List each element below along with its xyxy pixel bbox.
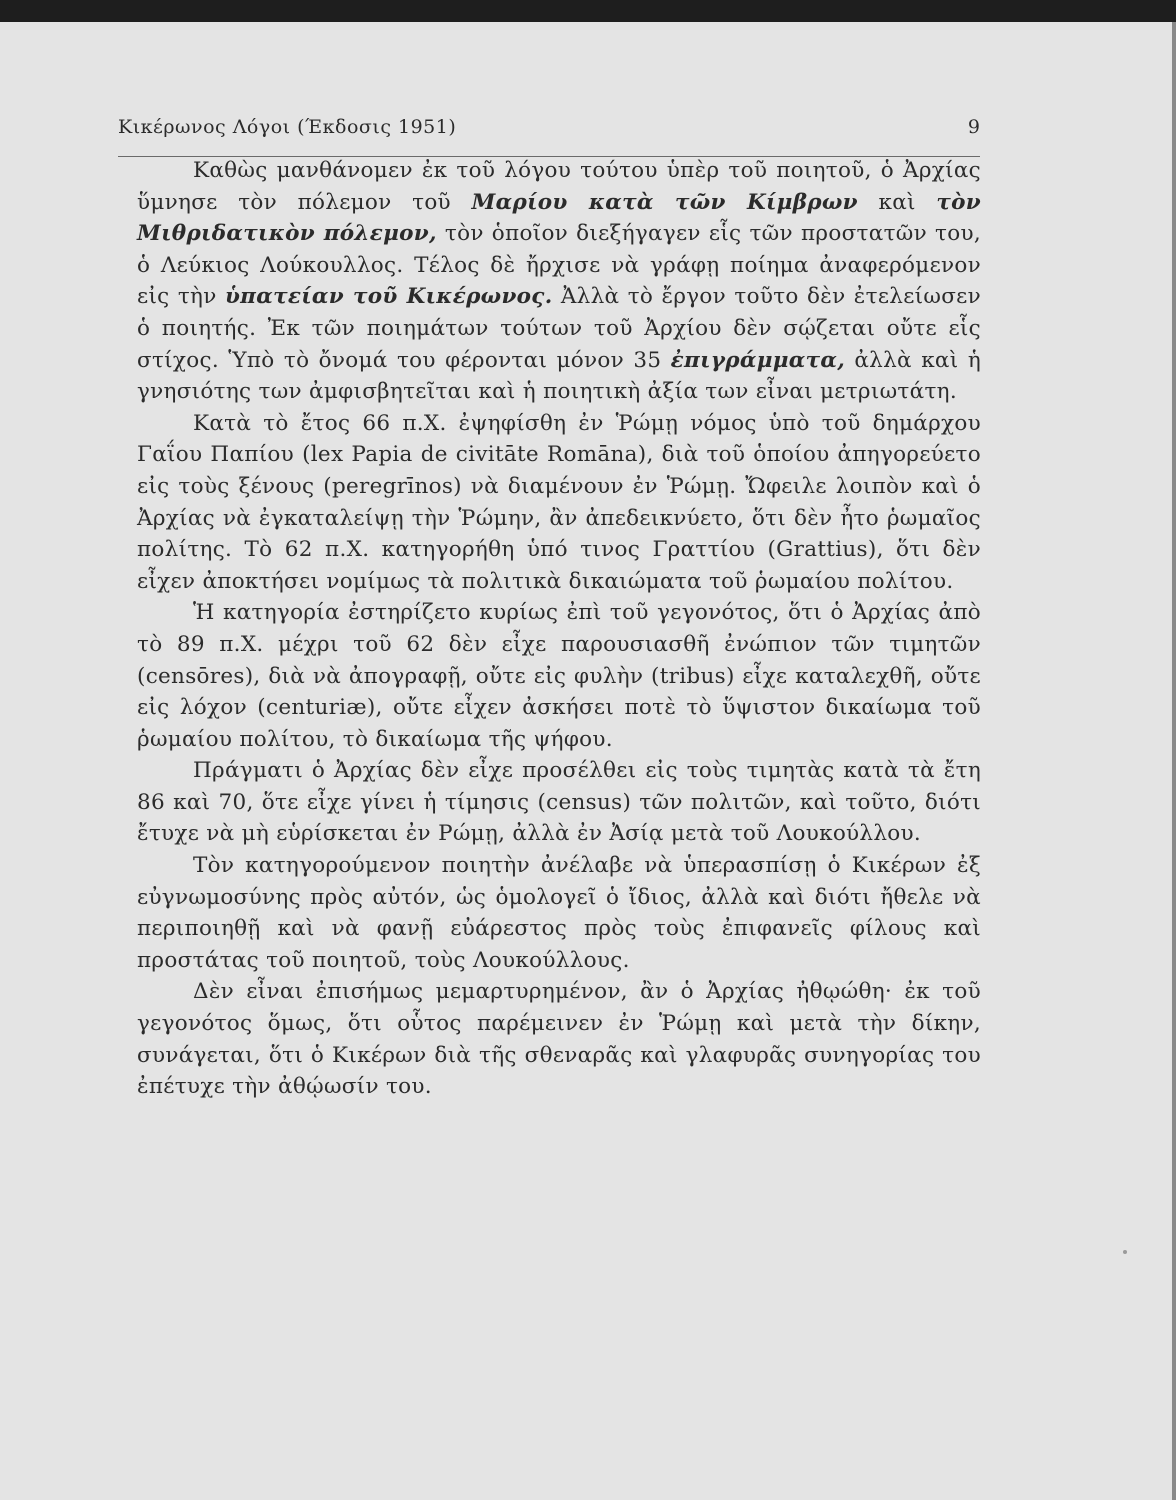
text-span: Ἀλλὰ τὸ ἔργον τοῦτο δὲν ἐτελείωσεν ὁ ποιητής. Ἐκ τῶν ποιημάτων τούτων τοῦ Ἀρχίου δὲν σῴζεται οὔτε εἷς στίχος. Ὑπὸ τὸ ὄνομά του φέρονται μόνον 35 [137, 284, 981, 373]
text-span: καὶ [857, 189, 937, 215]
paragraph-4 [137, 755, 981, 850]
emphasis-span: ὑπατείαν τοῦ Κικέρωνος. [224, 284, 553, 310]
paragraph-5 [137, 850, 981, 976]
text-span: ἀλλὰ καὶ ἡ γνησιότης των ἀμφισβητεῖται καὶ ἡ ποιητικὴ ἀξία των εἶναι μετριωτάτη. [137, 347, 981, 405]
emphasis-span: Μαρίου κατὰ τῶν Κίμβρων [471, 189, 858, 215]
running-header [118, 116, 980, 157]
text-span: Κατὰ τὸ ἔτος 66 π.Χ. ἐψηφίσθη ἐν Ῥώμῃ νόμος ὑπὸ τοῦ δημάρχου Γαΐου Παπίου (lex Papia de civitāte Romāna), διὰ τοῦ ὁποίου ἀπηγορεύετο εἰς τοὺς ξένους (peregrīnos) νὰ διαμένουν ἐν Ῥώμῃ. Ὤφειλε λοιπὸν καὶ ὁ Ἀρχίας νὰ ἐγκαταλείψῃ τὴν Ῥώμην, ἂν ἀπεδεικνύετο, ὅτι δὲν ἦτο ῥωμαῖος πολίτης. Τὸ 62 π.Χ. κατηγορήθη ὑπό τινος Γραττίου (Grattius), ὅτι δὲν εἶχεν ἀποκτήσει νομίμως τὰ πολιτικὰ δικαιώματα τοῦ ῥωμαίου πολίτου. [137, 410, 981, 594]
emphasis-span: τὸν Μιθριδατικὸν πόλεμον, [137, 189, 981, 247]
text-span: τὸν ὁποῖον διεξήγαγεν εἷς τῶν προστατῶν του, ὁ Λεύκιος Λούκουλλος. Τέλος δὲ ἤρχισε νὰ γράφῃ ποίημα ἀναφερόμενον εἰς τὴν [137, 221, 981, 310]
paragraph-2 [137, 408, 981, 598]
paragraph-1 [137, 155, 981, 408]
text-span: Καθὼς μανθάνομεν ἐκ τοῦ λόγου τούτου ὑπὲρ τοῦ ποιητοῦ, ὁ Ἀρχίας ὕμνησε τὸν πόλεμον τοῦ [137, 158, 981, 215]
paragraph-6 [137, 976, 981, 1102]
paragraph-3 [137, 597, 981, 755]
scan-right-border [1172, 22, 1176, 1500]
scan-top-border [0, 0, 1176, 22]
body-text [137, 155, 981, 1103]
page-number: 9 [967, 116, 980, 138]
text-span: Δὲν εἶναι ἐπισήμως μεμαρτυρημένον, ἂν ὁ Ἀρχίας ἠθῳώθη· ἐκ τοῦ γεγονότος ὅμως, ὅτι οὗτος παρέμεινεν ἐν Ῥώμῃ καὶ μετὰ τὴν δίκην, συνάγεται, ὅτι ὁ Κικέρων διὰ τῆς σθεναρᾶς καὶ γλαφυρᾶς συνηγορίας του ἐπέτυχε τὴν ἀθῴωσίν του. [137, 979, 981, 1100]
text-span: Ἡ κατηγορία ἐστηρίζετο κυρίως ἐπὶ τοῦ γεγονότος, ὅτι ὁ Ἀρχίας ἀπὸ τὸ 89 π.Χ. μέχρι τοῦ 62 δὲν εἶχε παρουσιασθῆ ἐνώπιον τῶν τιμητῶν (censōres), διὰ νὰ ἀπογραφῇ, οὔτε εἰς φυλὴν (tribus) εἶχε καταλεχθῆ, οὔτε εἰς λόχον (centuriæ), οὔτε εἶχεν ἀσκήσει ποτὲ τὸ ὕψιστον δικαίωμα τοῦ ῥωμαίου πολίτου, τὸ δικαίωμα τῆς ψήφου. [137, 600, 981, 752]
header-title: Κικέρωνος Λόγοι (Έκδοσις 1951) [118, 116, 457, 138]
emphasis-span: ἐπιγράμματα, [670, 347, 846, 373]
text-span: Τὸν κατηγορούμενον ποιητὴν ἀνέλαβε νὰ ὑπερασπίσῃ ὁ Κικέρων ἐξ εὐγνωμοσύνης πρὸς αὐτόν, ὡς ὁμολογεῖ ὁ ἴδιος, ἀλλὰ καὶ διότι ἤθελε νὰ περιποιηθῇ καὶ νὰ φανῇ εὐάρεστος πρὸς τοὺς ἐπιφανεῖς φίλους καὶ προστάτας τοῦ ποιητοῦ, τοὺς Λουκούλλους. [137, 853, 981, 973]
scan-speck [1123, 1250, 1127, 1254]
text-span: Πράγματι ὁ Ἀρχίας δὲν εἶχε προσέλθει εἰς τοὺς τιμητὰς κατὰ τὰ ἔτη 86 καὶ 70, ὅτε εἶχε γίνει ἡ τίμησις (census) τῶν πολιτῶν, καὶ τοῦτο, διότι ἔτυχε νὰ μὴ εὑρίσκεται ἐν Ρώμῃ, ἀλλὰ ἐν Ἀσίᾳ μετὰ τοῦ Λουκούλλου. [137, 758, 981, 847]
